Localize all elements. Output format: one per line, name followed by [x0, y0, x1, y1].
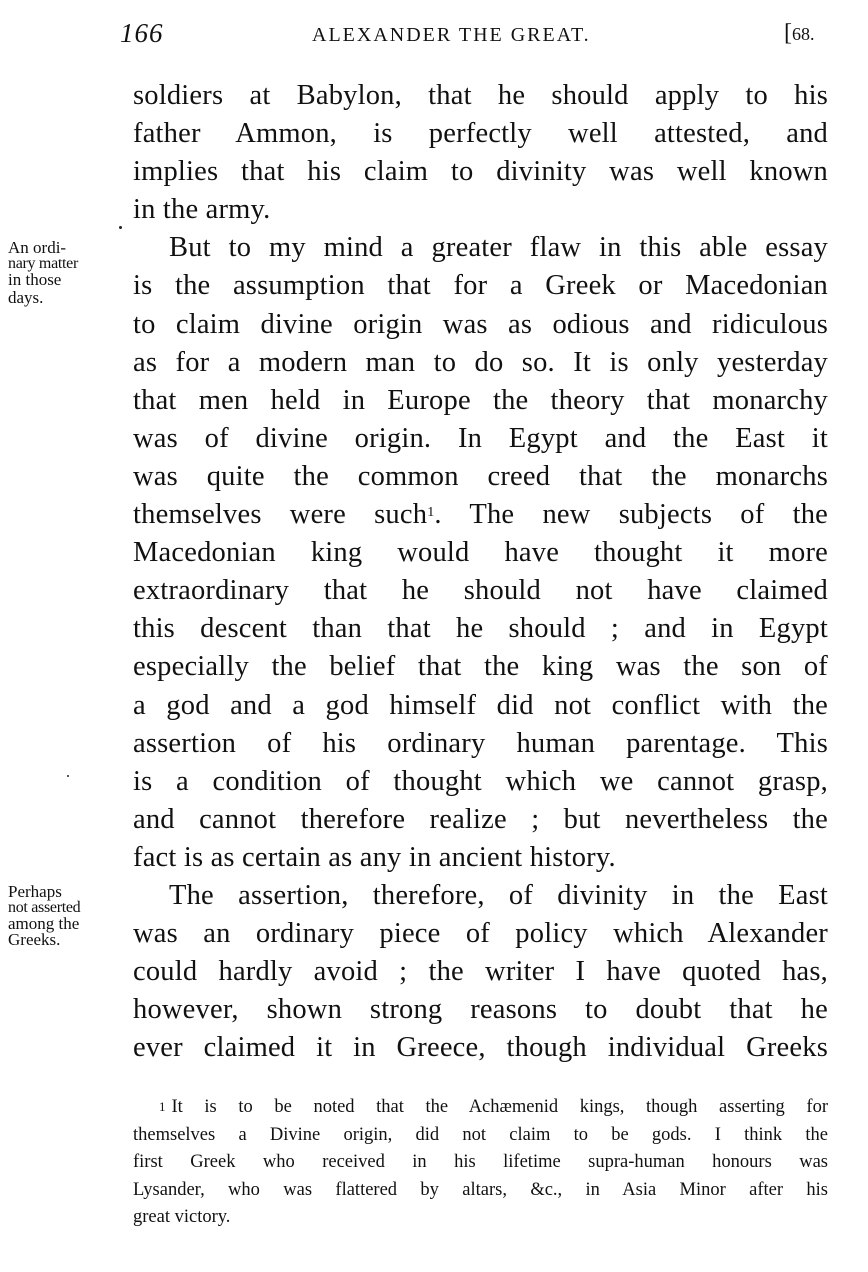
margin-note-line: An ordi-: [8, 238, 67, 257]
margin-note-line: in those: [8, 270, 62, 289]
body-line: could hardly avoid ; the writer I have quoted has,: [133, 956, 828, 988]
footnote-ref[interactable]: 1: [427, 505, 435, 521]
body-line: The assertion, therefore, of divinity in the East: [169, 879, 828, 911]
body-line: Macedonian king would have thought it more: [133, 537, 828, 569]
margin-note-line: not asserted: [8, 899, 81, 916]
body-text: [133, 77, 828, 1067]
body-line: extraordinary that he should not have claimed: [133, 575, 828, 607]
footnote-line: great victory.: [133, 1207, 231, 1227]
body-line: soldiers at Babylon, that he should apply to his: [133, 80, 828, 111]
body-line: is a condition of thought which we cannot grasp,: [133, 765, 828, 797]
ink-speck: [119, 226, 122, 229]
body-line: and cannot therefore realize ; but nevertheless the: [133, 803, 828, 835]
body-line: is the assumption that for a Greek or Macedonian: [133, 270, 828, 302]
footnote: [133, 1094, 828, 1232]
margin-note-line: Perhaps: [8, 882, 62, 901]
body-line: this descent than that he should ; and in Egypt: [133, 613, 828, 645]
margin-note-line: among the: [8, 914, 80, 933]
body-line: especially the belief that the king was the son of: [133, 651, 828, 683]
margin-note-ordinary-matter: [8, 240, 128, 306]
running-header: [0, 18, 868, 58]
body-line: a god and a god himself did not conflict with the: [133, 689, 828, 721]
footnote-line: [133, 1094, 828, 1122]
section-number: 68.: [792, 24, 815, 44]
margin-note-not-asserted: [8, 884, 128, 948]
body-line-start: themselves were such: [133, 499, 428, 531]
body-line: But to my mind a greater flaw in this able essay: [169, 232, 828, 264]
section-bracket: [: [784, 20, 792, 46]
body-line: implies that his claim to divinity was well known: [133, 156, 828, 188]
footnote-line: Lysander, who was flattered by altars, &c., in Asia Minor after his: [133, 1179, 828, 1200]
page-number: 166: [120, 18, 164, 48]
body-line: that men held in Europe the theory that monarchy: [133, 384, 828, 416]
body-line-end: . The new subjects of the: [434, 499, 828, 531]
ink-speck: [67, 775, 69, 777]
body-line: father Ammon, is perfectly well attested, and: [133, 118, 828, 150]
body-line: was of divine origin. In Egypt and the East it: [133, 422, 828, 454]
section-marker: [784, 20, 815, 47]
body-line: ever claimed it in Greece, though individual Greeks: [133, 1032, 828, 1064]
body-line: fact is as certain as any in ancient history.: [133, 841, 616, 873]
body-line: was an ordinary piece of policy which Alexander: [133, 918, 828, 950]
margin-note-line: nary matter: [8, 255, 78, 272]
body-line: however, shown strong reasons to doubt that he: [133, 994, 828, 1026]
body-line-with-footnote-ref: [133, 496, 828, 534]
footnote-line-text: It is to be noted that the Achæmenid kings, though asserting for: [171, 1097, 828, 1117]
margin-note-line: days.: [8, 288, 44, 307]
body-line: to claim divine origin was as odious and ridiculous: [133, 308, 828, 340]
body-line: as for a modern man to do so. It is only yesterday: [133, 346, 828, 378]
footnote-marker: 1: [159, 1099, 166, 1114]
margin-note-line: Greeks.: [8, 930, 61, 949]
running-title: ALEXANDER THE GREAT.: [312, 24, 591, 46]
footnote-line: themselves a Divine origin, did not claim to be gods. I think the: [133, 1124, 828, 1145]
body-line: assertion of his ordinary human parentage. This: [133, 727, 828, 759]
footnote-line: first Greek who received in his lifetime supra-human honours was: [133, 1152, 828, 1172]
body-line: in the army.: [133, 194, 271, 226]
body-line: was quite the common creed that the monarchs: [133, 460, 828, 492]
